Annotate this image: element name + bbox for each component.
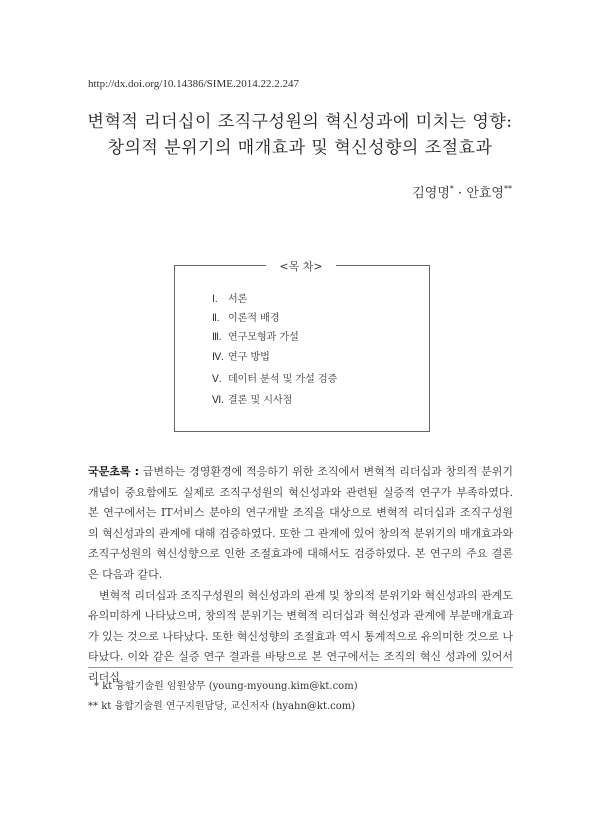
footnote-2-text: kt 융합기술원 연구지원담당, 교신저자 (hyahn@kt.com) — [101, 701, 356, 712]
paper-title-line2: 창의적 분위기의 매개효과 및 혁신성향의 조절효과 — [107, 138, 493, 158]
toc-item-label: 결론 및 시사점 — [228, 395, 293, 406]
footnote-2-mark: ** — [88, 701, 98, 712]
footnote-1-text: kt 융합기술원 임원상무 (young-myoung.kim@kt.com) — [102, 681, 358, 692]
doi-link[interactable]: http://dx.doi.org/10.14386/SIME.2014.22.2.247 — [88, 78, 299, 90]
toc-item-number: Ⅲ. — [212, 332, 222, 343]
toc-item — [212, 391, 292, 406]
paper-title-line1: 변혁적 리더십이 조직구성원의 혁신성과에 미치는 영향: — [87, 112, 513, 132]
author-1-mark: * — [449, 184, 454, 194]
toc-item-label: 데이터 분석 및 가설 검증 — [228, 374, 338, 385]
author-2-mark: ** — [504, 184, 512, 194]
author-2: 안효영 — [466, 186, 504, 201]
abstract-paragraph-1-text: 급변하는 경영환경에 적응하기 위한 조직에서 변혁적 리더십과 창의적 분위기 개념이 중요함에도 실제로 조직구성원의 혁신성과와 관련된 실증적 연구가 부족하였다. 본 연구에서는 IT서비스 분야의 연구개발 조직을 대상으로 변혁적 리더십과 조직구성원의 혁신성과의 관계에 대해 검증하였다. 또한 그 관계에 있어 창의적 분위기의 매개효과와 조직구성원의 혁신성향으로 인한 조절효과에 대해서도 검증하였다. 본 연구의 주요 결론은 다음과 같다. — [88, 465, 513, 581]
toc-item-number: Ⅰ. — [212, 294, 218, 305]
abstract-paragraph-1 — [88, 462, 513, 586]
author-line — [412, 182, 512, 201]
author-separator: · — [458, 186, 463, 201]
toc-item — [212, 328, 299, 343]
toc-item-number: Ⅱ. — [212, 313, 220, 324]
toc-item — [212, 309, 279, 324]
abstract — [88, 462, 513, 689]
footnote-1-mark: * — [94, 681, 99, 692]
toc-item — [212, 290, 247, 305]
toc-item-number: Ⅳ. — [212, 352, 224, 363]
toc-title: <목 차> — [266, 258, 336, 274]
footnote-2 — [88, 697, 355, 712]
toc-item-label: 서론 — [228, 294, 248, 305]
author-1: 김영명 — [412, 186, 450, 201]
toc-item-number: Ⅴ. — [212, 374, 222, 385]
footnote-1 — [94, 677, 358, 692]
abstract-paragraph-2: 변혁적 리더십과 조직구성원의 혁신성과의 관계 및 창의적 분위기와 혁신성과의 관계도 유의미하게 나타났으며, 창의적 분위기는 변혁적 리더십과 혁신성과 관계에 부분매개효과가 있는 것으로 나타났다. 또한 혁신성향의 조절효과 역시 통계적으로 유의미한 것으로 나타났다. 이와 같은 실증 연구 결과를 바탕으로 본 연구에서는 조직의 혁신 성과에 있어서 리더십 — [88, 588, 514, 684]
toc-item-label: 이론적 배경 — [228, 313, 280, 324]
toc-item — [212, 348, 270, 363]
toc-item-label: 연구모형과 가설 — [228, 332, 299, 343]
toc-item-number: Ⅵ. — [212, 395, 224, 406]
footnote-divider — [88, 667, 513, 668]
abstract-label: 국문초록 : — [88, 465, 140, 478]
toc-item — [212, 370, 337, 385]
toc-item-label: 연구 방법 — [228, 352, 270, 363]
